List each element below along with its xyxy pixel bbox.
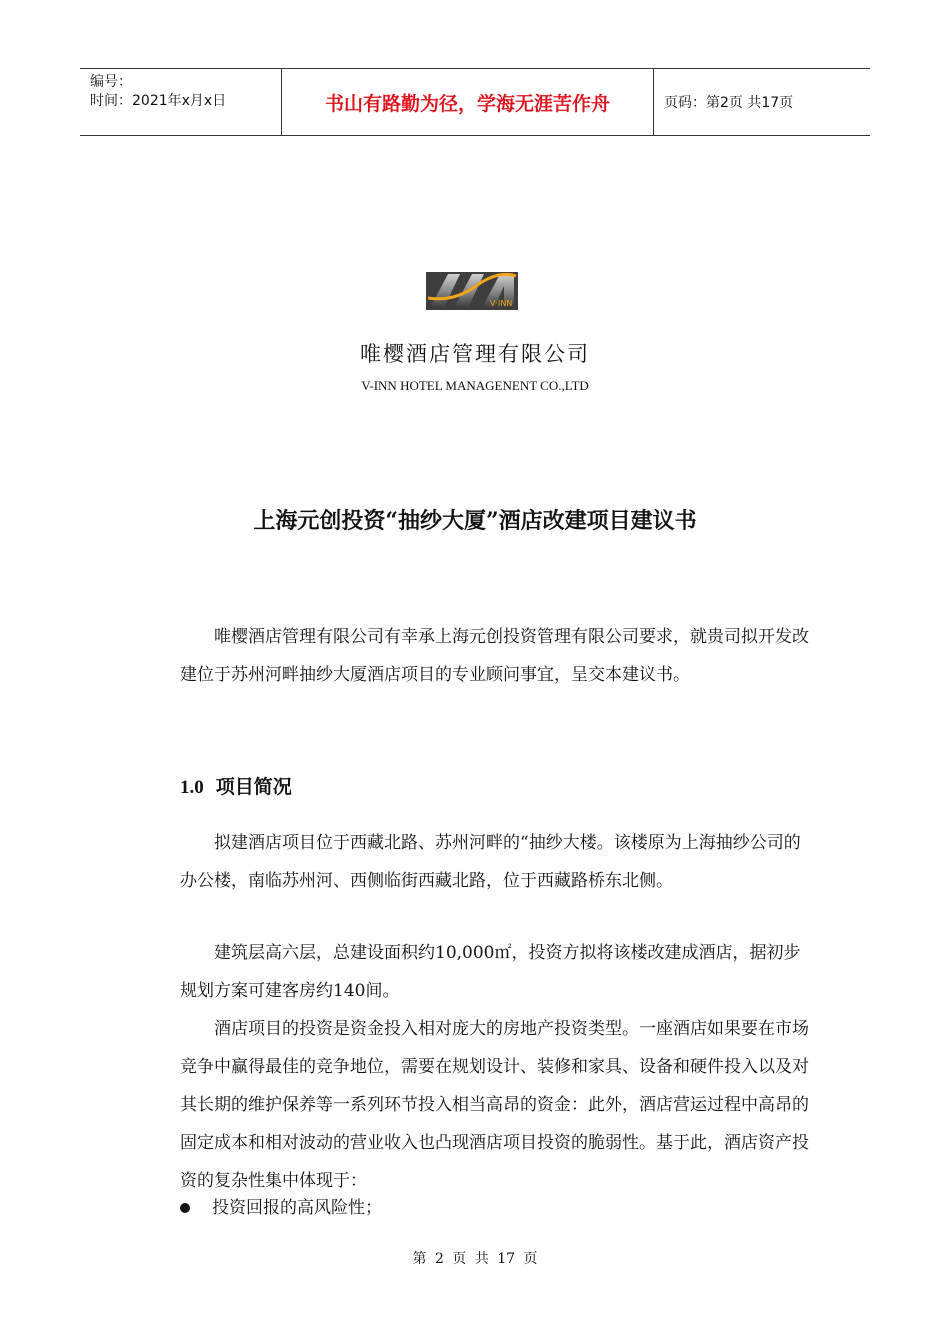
page-header — [80, 68, 870, 136]
logo-text: V·INN — [490, 299, 513, 308]
bullet-icon — [180, 1203, 190, 1213]
paragraph-investment: 酒店项目的投资是资金投入相对庞大的房地产投资类型。一座酒店如果要在市场竞争中赢得最佳的竞争地位，需要在规划设计、装修和家具、设备和硬件投入以及对其长期的维护保养等一系列环节投入相当高昂的资金：此外，酒店营运过程中高昂的固定成本和相对波动的营业收入也凸现酒店项目投资的脆弱性。基于此，酒店资产投资的复杂性集中体现于： — [180, 1019, 809, 1191]
section-number: 1.0 — [180, 777, 204, 798]
page-footer: 第 2 页 共 17 页 — [412, 1251, 538, 1267]
company-name-en: V-INN HOTEL MANAGENENT CO.,LTD — [361, 378, 589, 393]
v-inn-logo-icon — [424, 268, 520, 312]
paragraph-location: 拟建酒店项目位于西藏北路、苏州河畔的“抽纱大楼。该楼原为上海抽纱公司的办公楼，南临苏州河、西侧临街西藏北路，位于西藏路桥东北侧。 — [180, 833, 801, 891]
list-item — [180, 1196, 382, 1220]
company-name-cn: 唯樱酒店管理有限公司 — [360, 342, 590, 366]
header-motto: 书山有路勤为径，学海无涯苦作舟 — [282, 69, 654, 135]
header-page-info: 页码：第2页 共17页 — [664, 95, 794, 111]
intro-paragraph: 唯樱酒店管理有限公司有幸承上海元创投资管理有限公司要求，就贵司拟开发改建位于苏州河畔抽纱大厦酒店项目的专业顾问事宜，呈交本建议书。 — [180, 627, 809, 685]
time-label: 时间：2021年x月x日 — [90, 93, 227, 109]
header-meta — [80, 69, 282, 135]
document-title: 上海元创投资“抽纱大厦”酒店改建项目建议书 — [253, 508, 697, 534]
section-heading — [180, 772, 292, 799]
number-label: 编号： — [90, 74, 132, 90]
list-item-text: 投资回报的高风险性； — [212, 1198, 382, 1218]
section-title: 项目简况 — [215, 776, 292, 798]
paragraph-building: 建筑层高六层，总建设面积约10,000㎡，投资方拟将该楼改建成酒店，据初步规划方案可建客房约140间。 — [180, 943, 801, 1001]
